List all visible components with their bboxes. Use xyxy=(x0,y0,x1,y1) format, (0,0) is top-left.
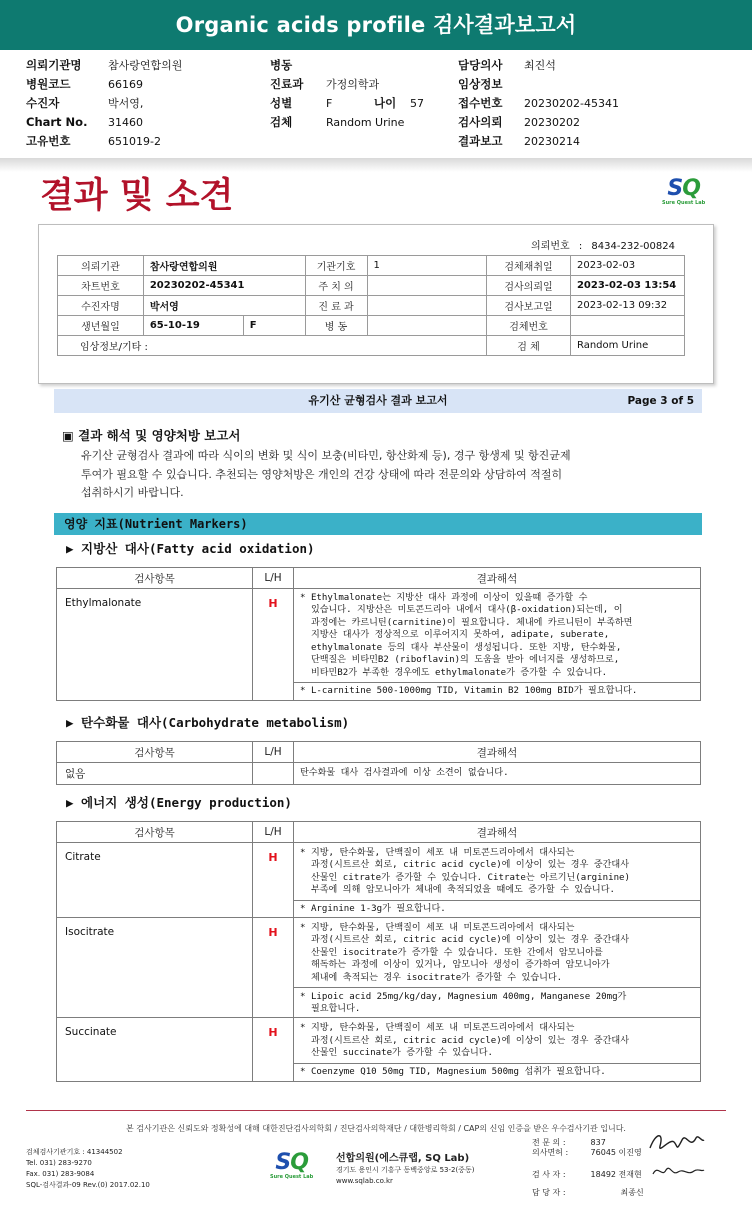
footer-divider xyxy=(26,1110,726,1111)
info-label: 생년월일 xyxy=(58,316,144,336)
field-value: 가정의학과 xyxy=(326,78,380,91)
table-row xyxy=(57,1018,701,1064)
nutrient-markers-bar: 영양 지표(Nutrient Markers) xyxy=(54,513,702,535)
field-label: 결과보고 xyxy=(458,134,503,148)
field-patient-name xyxy=(26,94,182,113)
signatory-label: 검 사 자 : xyxy=(532,1170,566,1179)
field-value-age: 57 xyxy=(410,97,424,110)
marker-recommendation: * Coenzyme Q10 50mg TID, Magnesium 500mg 섭취가 필요합니다. xyxy=(294,1064,701,1081)
info-label: 의뢰기관 xyxy=(58,256,144,276)
info-label: 차트번호 xyxy=(58,276,144,296)
section-title-energy: ▶ 에너지 생성(Energy production) xyxy=(66,795,292,810)
field-request-date xyxy=(458,113,619,132)
info-value: Random Urine xyxy=(570,336,684,356)
field-department xyxy=(270,75,424,94)
field-chart-no xyxy=(26,113,182,132)
info-value xyxy=(570,316,684,336)
section-title-fatty-acid: ▶ 지방산 대사(Fatty acid oxidation) xyxy=(66,541,315,556)
page-indicator: Page 3 of 5 xyxy=(627,395,694,407)
intro-line: 섭취하시기 바랍니다. xyxy=(81,486,184,499)
info-label: 진 료 과 xyxy=(305,296,367,316)
info-value xyxy=(367,316,487,336)
marker-name: Citrate xyxy=(57,843,253,918)
lab-tel: Tel. 031) 283-9270 xyxy=(26,1159,92,1167)
section-title-carbohydrate: ▶ 탄수화물 대사(Carbohydrate metabolism) xyxy=(66,715,350,730)
col-header-lh: L/H xyxy=(253,742,294,763)
field-requesting-institution xyxy=(26,56,182,75)
logo-q: Q xyxy=(290,1150,308,1175)
patient-col-1 xyxy=(26,56,182,151)
table-row xyxy=(57,918,701,988)
patient-header xyxy=(0,52,752,156)
signature-tester xyxy=(650,1160,706,1182)
clinic-info xyxy=(336,1152,474,1187)
signature-specialist xyxy=(646,1128,706,1158)
field-value: Random Urine xyxy=(326,116,405,129)
marker-interpretation: * 지방, 탄수화물, 단백질이 세포 내 미토콘드리아에서 대사되는 과정(시트르산 회로, citric acid cycle)에 이상이 있는 경우 중간대사 산물인 citrate가 증가할 수 있습니다. Citrate는 아르기닌(arginine) 부족에 의해 암모니아가 체내에 축적되었을 때에도 증가할 수 있습니다. xyxy=(294,843,701,901)
info-row xyxy=(58,276,685,296)
marker-name: Isocitrate xyxy=(57,918,253,1018)
lab-code: 검체검사기관기호 : 41344502 xyxy=(26,1148,123,1156)
field-value: 참사랑연합의원 xyxy=(108,59,183,72)
table-row xyxy=(57,763,701,785)
field-label: 검체 xyxy=(270,115,293,129)
col-header-item: 검사항목 xyxy=(57,822,253,843)
table-header-row xyxy=(57,742,701,763)
info-value: 20230202-45341 xyxy=(143,276,305,296)
report-header-title: 유기산 균형검사 결과 보고서 xyxy=(308,394,448,407)
info-value: 2023-02-13 09:32 xyxy=(570,296,684,316)
request-number-label: 의뢰번호 xyxy=(531,241,570,252)
info-value: 2023-02-03 xyxy=(570,256,684,276)
field-label: 고유번호 xyxy=(26,134,71,148)
form-revision: SQL-검사결과-09 Rev.(0) 2017.02.10 xyxy=(26,1181,150,1189)
field-value: 31460 xyxy=(108,116,143,129)
lab-contact-info xyxy=(26,1147,150,1191)
signatory-label: 담 당 자 : xyxy=(532,1188,566,1197)
field-value: 박서영, xyxy=(108,97,144,110)
signatory-value: 18492 전재현 xyxy=(590,1170,642,1179)
info-label: 수진자명 xyxy=(58,296,144,316)
info-label: 주 치 의 xyxy=(305,276,367,296)
logo-subtitle: Sure Quest Lab xyxy=(270,1174,314,1180)
field-label: 담당의사 xyxy=(458,58,503,72)
field-receipt-no xyxy=(458,94,619,113)
logo-q: Q xyxy=(682,176,700,201)
info-label: 검체번호 xyxy=(487,316,571,336)
signatory-value: 최종신 xyxy=(620,1188,644,1197)
col-header-interp: 결과해석 xyxy=(294,822,701,843)
field-value: 651019-2 xyxy=(108,135,161,148)
logo-mark xyxy=(667,178,700,200)
field-unique-no xyxy=(26,132,182,151)
marker-interpretation: * 지방, 탄수화물, 단백질이 세포 내 미토콘드리아에서 대사되는 과정(시트르산 회로, citric acid cycle)에 이상이 있는 경우 중간대사 산물인 succinate가 증가할 수 있습니다. xyxy=(294,1018,701,1064)
logo-subtitle: Sure Quest Lab xyxy=(662,200,706,206)
info-label: 병 동 xyxy=(305,316,367,336)
interpretation-intro xyxy=(81,447,681,503)
table-header-row xyxy=(57,822,701,843)
field-ward xyxy=(270,56,424,75)
field-label: 접수번호 xyxy=(458,96,503,110)
info-value xyxy=(367,276,487,296)
marker-recommendation: * Lipoic acid 25mg/kg/day, Magnesium 400mg, Manganese 20mg가 필요합니다. xyxy=(294,988,701,1018)
info-row xyxy=(58,296,685,316)
signatory-label: 전 문 의 : xyxy=(532,1138,566,1147)
info-value: 2023-02-03 13:54 xyxy=(570,276,684,296)
request-number-value: 8434-232-00824 xyxy=(591,241,675,252)
col-header-interp: 결과해석 xyxy=(294,742,701,763)
signatory-license xyxy=(532,1145,644,1160)
energy-table xyxy=(56,821,701,1082)
marker-recommendation: * L-carnitine 500-1000mg TID, Vitamin B2 100mg BID가 필요합니다. xyxy=(294,683,701,701)
fatty-acid-table xyxy=(56,567,701,701)
field-value: 66169 xyxy=(108,78,143,91)
sq-lab-logo xyxy=(662,178,705,207)
clinic-website: www.sqlab.co.kr xyxy=(336,1177,393,1185)
marker-flag xyxy=(253,763,294,785)
patient-col-2 xyxy=(270,56,424,132)
footer-sq-logo xyxy=(270,1152,313,1181)
signatory-value: 837 xyxy=(590,1138,606,1147)
info-label: 검사의뢰일 xyxy=(487,276,571,296)
logo-s: S xyxy=(667,176,683,201)
field-label-age: 나이 xyxy=(374,96,397,110)
field-hospital-code xyxy=(26,75,182,94)
info-row xyxy=(58,316,685,336)
info-row xyxy=(58,256,685,276)
request-info-box xyxy=(38,224,714,384)
field-doctor xyxy=(458,56,619,75)
col-header-lh: L/H xyxy=(253,568,294,589)
carbohydrate-table xyxy=(56,741,701,785)
intro-line: 유기산 균형검사 결과에 따라 식이의 변화 및 식이 보충(비타민, 항산화제 등), 경구 항생제 및 항진균제 xyxy=(81,449,571,462)
report-title: Organic acids profile 검사결과보고서 xyxy=(0,0,752,50)
marker-recommendation: * Arginine 1-3g가 필요합니다. xyxy=(294,901,701,918)
signatory-label: 의사면허 : xyxy=(532,1148,569,1157)
field-label: Chart No. xyxy=(26,115,88,129)
marker-interpretation: 탄수화물 대사 검사결과에 이상 소견이 없습니다. xyxy=(294,763,701,785)
intro-line: 투여가 필요할 수 있습니다. 추천되는 영양처방은 개인의 건강 상태에 따라 전문의와 상담하여 적절히 xyxy=(81,467,563,481)
field-sex-age xyxy=(270,94,424,113)
table-row xyxy=(57,843,701,901)
logo-s: S xyxy=(275,1150,291,1175)
marker-flag: H xyxy=(253,589,294,701)
marker-interpretation: * Ethylmalonate는 지방산 대사 과정에 이상이 있을때 증가할 수 있습니다. 지방산은 미토콘드리아 내에서 대사(β-oxidation)되는데, 이 과정에는 카르니틴(carnitine)이 필요합니다. 체내에 카르니틴이 부족하면 지방산 대사가 정상적으로 이루어지지 못하여, adipate, suberate, ethylmalonate 등의 대사 부산물이 생성됩니다. 또한 지방, 탄수화물, 단백질은 비타민B2 (riboflavin)의 도움을 받아 에너지를 생성하므로, 비타민B2가 부족한 경우에도 ethylmalonate가 증가할 수 있습니다. xyxy=(294,589,701,683)
signatory-tester xyxy=(532,1167,644,1182)
marker-flag: H xyxy=(253,843,294,918)
signatory-manager xyxy=(532,1185,644,1200)
field-label: 병원코드 xyxy=(26,77,71,91)
field-label: 검사의뢰 xyxy=(458,115,503,129)
table-header-row xyxy=(57,568,701,589)
info-row xyxy=(58,336,685,356)
col-header-item: 검사항목 xyxy=(57,742,253,763)
logo-mark xyxy=(275,1152,308,1174)
marker-flag: H xyxy=(253,918,294,1018)
col-header-lh: L/H xyxy=(253,822,294,843)
field-label: 의뢰기관명 xyxy=(26,58,82,72)
info-label: 검사보고일 xyxy=(487,296,571,316)
field-value: 20230214 xyxy=(524,135,580,148)
table-row xyxy=(57,589,701,683)
field-label: 수진자 xyxy=(26,96,60,110)
field-value: 20230202 xyxy=(524,116,580,129)
info-value: 1 xyxy=(367,256,487,276)
marker-name: Succinate xyxy=(57,1018,253,1081)
marker-name: 없음 xyxy=(57,763,253,785)
clinic-name: 선합의원(에스큐랩, SQ Lab) xyxy=(336,1153,470,1164)
field-label: 임상정보 xyxy=(458,77,503,91)
results-title: 결과 및 소견 xyxy=(40,175,234,216)
patient-col-3 xyxy=(458,56,619,151)
signatories xyxy=(532,1135,644,1200)
request-info-table xyxy=(57,255,685,356)
lab-fax: Fax. 031) 283-9084 xyxy=(26,1170,95,1178)
report-header-bar xyxy=(54,389,702,413)
field-report-date xyxy=(458,132,619,151)
marker-name: Ethylmalonate xyxy=(57,589,253,701)
info-label: 기관기호 xyxy=(305,256,367,276)
request-number-sep: : xyxy=(578,241,583,252)
info-value: 참사랑연합의원 xyxy=(143,256,305,276)
marker-flag: H xyxy=(253,1018,294,1081)
interpretation-heading: ▣ 결과 해석 및 영양처방 보고서 xyxy=(62,428,241,443)
field-value: 20230202-45341 xyxy=(524,97,619,110)
marker-interpretation: * 지방, 탄수화물, 단백질이 세포 내 미토콘드리아에서 대사되는 과정(시트르산 회로, citric acid cycle)에 이상이 있는 경우 중간대사 산물인 isocitrate가 증가할 수 있습니다. 또한 간에서 암모니아를 해독하는 과정에 이상이 있거나, 암모니아 생성이 증가하여 암모니아가 체내에 축적되는 경우 isocitrate가 증가할 수 있습니다. xyxy=(294,918,701,988)
info-label: 검 체 xyxy=(487,336,571,356)
info-value xyxy=(367,296,487,316)
field-label: 성별 xyxy=(270,96,293,110)
info-value-sex: F xyxy=(243,316,305,336)
field-label: 진료과 xyxy=(270,77,304,91)
col-header-item: 검사항목 xyxy=(57,568,253,589)
field-specimen xyxy=(270,113,424,132)
info-value: 65-10-19 xyxy=(143,316,243,336)
col-header-interp: 결과해석 xyxy=(294,568,701,589)
field-value: F xyxy=(326,97,333,110)
clinic-address: 경기도 용인시 기흥구 동백중앙로 53-2(중동) xyxy=(336,1166,475,1174)
request-number xyxy=(531,237,675,252)
info-label: 임상정보/기타 : xyxy=(58,336,487,356)
field-label: 병동 xyxy=(270,58,293,72)
info-label: 검체채취일 xyxy=(487,256,571,276)
info-value: 박서영 xyxy=(143,296,305,316)
signatory-value: 76045 이진영 xyxy=(590,1148,642,1157)
field-clinical-info xyxy=(458,75,619,94)
accreditation-note: 본 검사기관은 신뢰도와 정확성에 대해 대한진단검사의학회 / 진단검사의학재단 / 대한병리학회 / CAP의 신임 인증을 받은 우수검사기관 입니다. xyxy=(126,1124,626,1133)
field-value: 최진석 xyxy=(524,59,556,72)
